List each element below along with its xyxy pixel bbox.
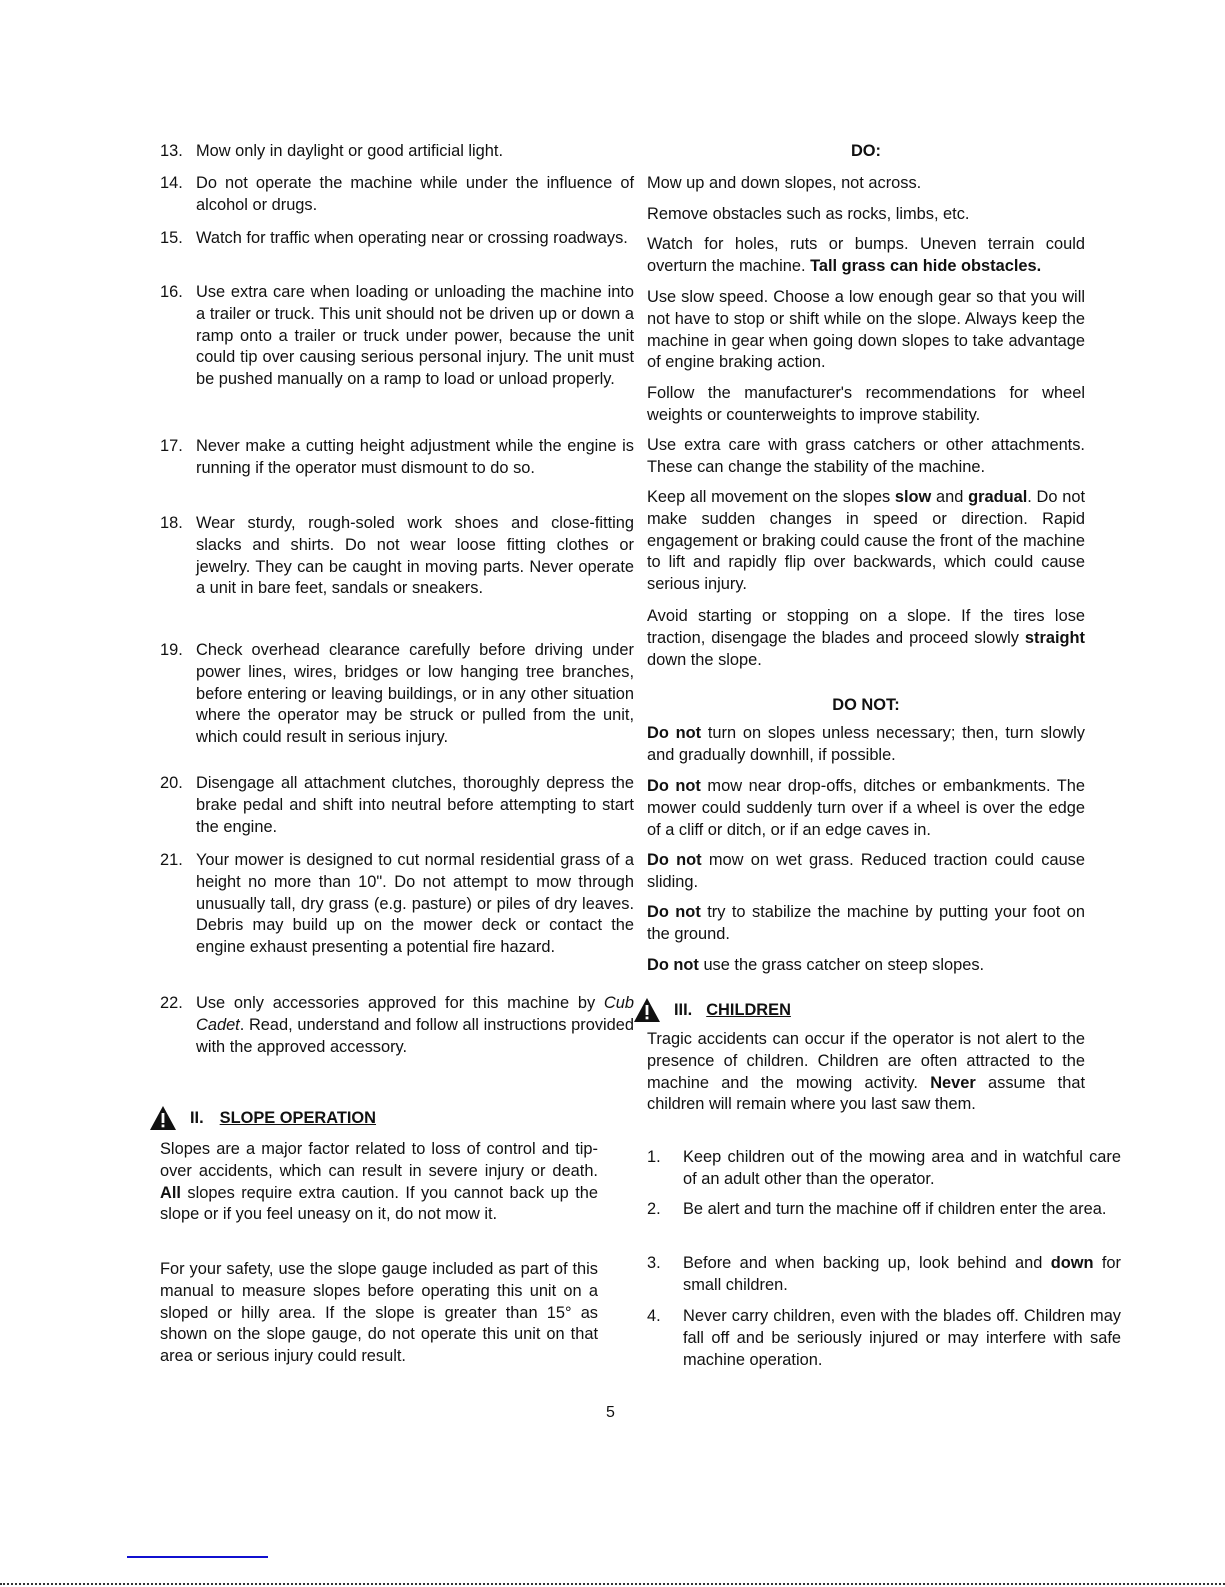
- bold-text: Never: [930, 1073, 976, 1092]
- item-number: 22.: [160, 994, 183, 1012]
- bold-text: Do not: [647, 956, 699, 974]
- section-title: CHILDREN: [706, 1000, 791, 1019]
- do-not-paragraph: [647, 776, 1085, 841]
- bold-text: gradual: [968, 488, 1028, 506]
- text: Check overhead clearance carefully before driving under power lines, wires, bridges or low hanging tree branches, before entering or leaving buildings, or in any other situation where the operator may be struck or pulled from the unit, which could result in serious injury.: [196, 641, 634, 747]
- text: for small children.: [683, 1254, 1121, 1294]
- item-number: 2.: [647, 1200, 661, 1218]
- item-number: 21.: [160, 851, 183, 869]
- item-number: 1.: [647, 1148, 661, 1166]
- text: use the grass catcher on steep slopes.: [698, 956, 985, 974]
- do-paragraph: [647, 487, 1085, 596]
- text: Do not operate the machine while under the influence of alcohol or drugs.: [196, 174, 634, 214]
- text: Watch for holes, ruts or bumps. Uneven terrain could overturn the machine.: [647, 235, 1085, 275]
- bold-text: slow: [894, 488, 932, 506]
- text: turn on slopes unless necessary; then, turn slowly and gradually downhill, if possible.: [647, 724, 1085, 764]
- section-title: SLOPE OPERATION: [219, 1108, 377, 1127]
- text: mow near drop-offs, ditches or embankments. The mower could suddenly turn over if a wheel is over the edge of a cliff or ditch, or if an edge caves in.: [647, 777, 1086, 839]
- text: Disengage all attachment clutches, thoroughly depress the brake pedal and shift into neutral before attempting to start the engine.: [196, 774, 634, 836]
- page-number: 5: [606, 1404, 615, 1421]
- item-number: 20.: [160, 774, 183, 792]
- link-underline: [127, 1556, 268, 1558]
- bold-text: Do not: [647, 724, 702, 742]
- text: slopes require extra caution. If you cannot back up the slope or if you feel uneasy on it, do not mow it.: [160, 1183, 598, 1224]
- children-rule-item: [647, 1253, 1121, 1297]
- warning-icon: [150, 1106, 176, 1130]
- text: . Read, understand and follow all instructions provided with the approved accessory.: [196, 1015, 634, 1056]
- children-rule-item: [647, 1306, 1121, 1371]
- paragraph: [160, 1139, 598, 1226]
- children-heading: [634, 998, 791, 1022]
- do-paragraph: [647, 234, 1085, 278]
- warning-icon: [634, 998, 660, 1022]
- section-numeral: III.: [674, 1000, 693, 1019]
- children-rule-item: [647, 1147, 1121, 1191]
- bold-text: down: [1050, 1254, 1094, 1272]
- safety-rule-item: [160, 228, 634, 250]
- safety-rule-item: [160, 141, 634, 163]
- item-number: 17.: [160, 437, 183, 455]
- text: Use extra care with grass catchers or other attachments. These can change the stability of the machine.: [647, 436, 1085, 476]
- text: assume that children will remain where you last saw them.: [647, 1073, 1085, 1114]
- safety-rule-item: [160, 850, 634, 959]
- safety-rule-item: [160, 282, 634, 391]
- do-paragraph: [647, 606, 1085, 671]
- paragraph: [160, 1259, 598, 1368]
- safety-rule-item: [160, 640, 634, 749]
- text: try to stabilize the machine by putting your foot on the ground.: [647, 903, 1085, 943]
- do-not-paragraph: [647, 723, 1085, 767]
- text: Watch for traffic when operating near or crossing roadways.: [196, 229, 628, 247]
- item-number: 18.: [160, 514, 183, 532]
- do-not-paragraph: [647, 955, 1085, 977]
- bold-text: straight: [1024, 628, 1085, 647]
- bold-text: Do not: [647, 851, 702, 869]
- text: Mow only in daylight or good artificial light.: [196, 142, 504, 160]
- do-not-paragraph: [647, 850, 1085, 894]
- text: mow on wet grass. Reduced traction could cause sliding.: [647, 851, 1085, 891]
- text: Never carry children, even with the blades off. Children may fall off and be seriously injured or may interfere with safe machine operation.: [683, 1307, 1121, 1369]
- text: Mow up and down slopes, not across.: [647, 174, 922, 192]
- text: Keep children out of the mowing area and in watchful care of an adult other than the operator.: [683, 1148, 1121, 1188]
- italic-text: Cub Cadet: [196, 994, 634, 1034]
- safety-rule-item: [160, 436, 634, 480]
- item-number: 13.: [160, 142, 183, 160]
- bold-text: Do not: [647, 777, 701, 795]
- safety-rule-item: [160, 993, 634, 1058]
- text: down the slope.: [647, 650, 762, 669]
- text: Follow the manufacturer's recommendations for wheel weights or counterweights to improve stability.: [647, 384, 1085, 424]
- do-paragraph: [647, 287, 1085, 374]
- text: Keep all movement on the slopes: [647, 488, 895, 506]
- do-paragraph: [647, 173, 1085, 195]
- text: Use only accessories approved for this machine by: [196, 994, 604, 1012]
- text: Remove obstacles such as rocks, limbs, etc.: [647, 205, 970, 223]
- section-numeral: II.: [190, 1108, 204, 1127]
- text: Never make a cutting height adjustment while the engine is running if the operator must dismount to do so.: [196, 437, 634, 477]
- children-rule-item: [647, 1199, 1121, 1221]
- bold-text: Tall grass can hide obstacles.: [810, 256, 1042, 275]
- text: Wear sturdy, rough-soled work shoes and close-fitting slacks and shirts. Do not wear loose fitting clothes or jewelry. They can be caught in moving parts. Never operate a unit in bare feet, sandals or sneakers.: [196, 514, 634, 598]
- do-paragraph: [647, 435, 1085, 479]
- do-paragraph: [647, 383, 1085, 427]
- text: Be alert and turn the machine off if children enter the area.: [683, 1200, 1107, 1218]
- text: Use slow speed. Choose a low enough gear so that you will not have to stop or shift while on the slope. Always keep the machine in gear when going down slopes to take advantage of engine braking action.: [647, 288, 1085, 372]
- page-border: [0, 1583, 1225, 1587]
- item-number: 16.: [160, 283, 183, 301]
- text: Slopes are a major factor related to loss of control and tip-over accidents, which can result in severe injury or death.: [160, 1140, 598, 1180]
- item-number: 3.: [647, 1254, 661, 1272]
- do-paragraph: [647, 204, 1085, 226]
- text: For your safety, use the slope gauge included as part of this manual to measure slopes before operating this unit on a sloped or hilly area. If the slope is greater than 15° as shown on the slope gauge, do not operate this unit on that area or serious injury could result.: [160, 1260, 598, 1366]
- safety-rule-item: [160, 173, 634, 217]
- item-number: 15.: [160, 229, 183, 247]
- text: . Do not make sudden changes in speed or direction. Rapid engagement or braking could cause the front of the machine to lift and rapidly flip over backwards, which could cause serious injury.: [647, 488, 1085, 594]
- text: Use extra care when loading or unloading the machine into a trailer or truck. This unit should not be driven up or down a ramp onto a trailer or truck under power, because the unit could tip over causing serious personal injury. The unit must be pushed manually on a ramp to load or unload properly.: [196, 283, 634, 389]
- slope-operation-heading: [150, 1106, 376, 1130]
- text: Avoid starting or stopping on a slope. If the tires lose traction, disengage the blades and proceed slowly: [647, 607, 1085, 647]
- text: Your mower is designed to cut normal residential grass of a height no more than 10". Do not attempt to mow through unusually tall, dry grass (e.g. pasture) or piles of dry leaves. Debris may build up on the mower deck or contact the engine exhaust presenting a potential fire hazard.: [196, 851, 634, 957]
- text: and: [931, 488, 969, 506]
- item-number: 14.: [160, 174, 183, 192]
- bold-text: Do not: [647, 903, 701, 921]
- text: Tragic accidents can occur if the operator is not alert to the presence of children. Children are often attracted to the machine and the mowing activity.: [647, 1030, 1085, 1092]
- safety-rule-item: [160, 773, 634, 838]
- do-not-paragraph: [647, 902, 1085, 946]
- paragraph: [647, 1029, 1085, 1116]
- item-number: 19.: [160, 641, 183, 659]
- do-not-heading: DO NOT:: [832, 696, 900, 714]
- do-heading: DO:: [850, 142, 882, 160]
- text: Before and when backing up, look behind and: [683, 1254, 1051, 1272]
- safety-rule-item: [160, 513, 634, 600]
- bold-text: All: [160, 1183, 181, 1202]
- item-number: 4.: [647, 1307, 661, 1325]
